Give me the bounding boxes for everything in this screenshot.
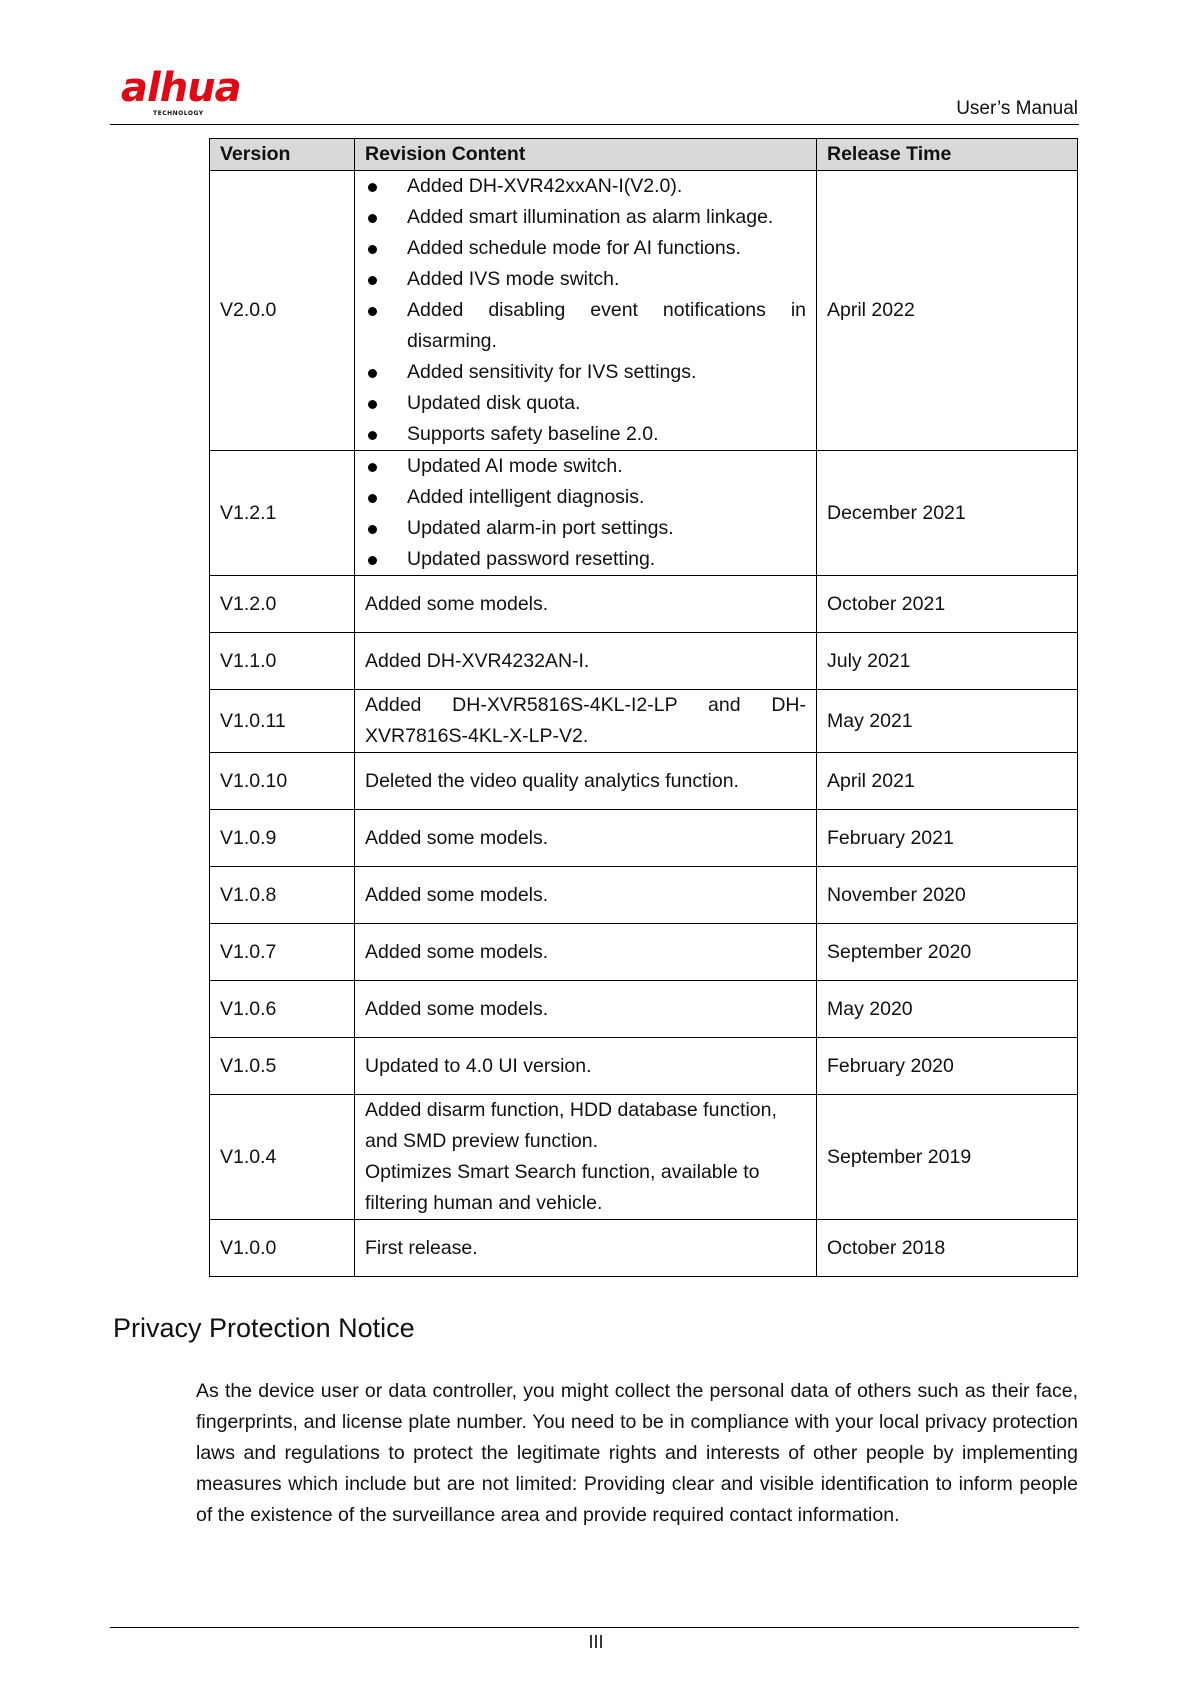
version-cell: V1.2.0 [210,576,355,633]
manual-title: User’s Manual [956,98,1078,119]
table-row [210,690,1078,753]
page-number: III [588,1632,604,1652]
revision-bullet-list [365,171,806,450]
column-header-revision-content: Revision Content [355,139,817,171]
bullet-item: Added smart illumination as alarm linkage. [365,202,806,233]
version-cell: V1.2.1 [210,451,355,576]
table-row [210,810,1078,867]
column-header-version: Version [210,139,355,171]
release-time-cell: November 2020 [817,867,1078,924]
release-time-cell: April 2021 [817,753,1078,810]
table-row [210,451,1078,576]
release-time-cell: October 2018 [817,1220,1078,1277]
version-cell: V2.0.0 [210,171,355,451]
privacy-notice-paragraph: As the device user or data controller, you might collect the personal data of others such as their face, fingerprints, and license plate number. You need to be in compliance with your local privacy protection laws and regulations to protect the legitimate rights and interests of other people by implementing measures which include but are not limited: Providing clear and visible identification to inform people of the existence of the surveillance area and provide required contact information. [196,1380,1078,1526]
release-time-cell: July 2021 [817,633,1078,690]
revision-content-line: Added disarm function, HDD database function, and SMD preview function. [365,1099,777,1152]
version-cell: V1.0.11 [210,690,355,753]
table-row [210,633,1078,690]
revision-content-cell [355,1095,817,1220]
version-cell: V1.0.0 [210,1220,355,1277]
release-time-cell: February 2020 [817,1038,1078,1095]
version-cell: V1.0.6 [210,981,355,1038]
revision-bullet-list [365,451,806,575]
revision-content-cell [355,451,817,576]
bullet-item: Updated disk quota. [365,388,806,419]
revision-content-cell: Added some models. [355,867,817,924]
revision-content-cell: Deleted the video quality analytics function. [355,753,817,810]
table-row [210,867,1078,924]
revision-content-cell: Added some models. [355,810,817,867]
bullet-item: Added sensitivity for IVS settings. [365,357,806,388]
column-header-release-time: Release Time [817,139,1078,171]
bullet-item: Added schedule mode for AI functions. [365,233,806,264]
release-time-cell: December 2021 [817,451,1078,576]
version-cell: V1.0.9 [210,810,355,867]
revision-content-cell: Added DH-XVR5816S-4KL-I2-LP and DH-XVR7816S-4KL-X-LP-V2. [355,690,817,753]
release-time-cell: October 2021 [817,576,1078,633]
revision-content-cell: First release. [355,1220,817,1277]
table-header-row [210,139,1078,171]
bullet-item: Updated password resetting. [365,544,806,575]
revision-content-cell: Added some models. [355,924,817,981]
logo-wordmark: alhua [121,65,241,111]
table-row [210,753,1078,810]
table-row [210,171,1078,451]
version-cell: V1.0.8 [210,867,355,924]
table-row [210,1038,1078,1095]
version-cell: V1.0.10 [210,753,355,810]
footer-divider [110,1627,1079,1628]
header-divider [110,124,1079,125]
table-row [210,1095,1078,1220]
bullet-item: Added IVS mode switch. [365,264,806,295]
bullet-item: Added DH-XVR42xxAN-I(V2.0). [365,171,806,202]
brand-logo [121,65,261,120]
release-time-cell: September 2019 [817,1095,1078,1220]
version-cell: V1.0.7 [210,924,355,981]
release-time-cell: May 2020 [817,981,1078,1038]
revision-content-cell: Added DH-XVR4232AN-I. [355,633,817,690]
revision-content-line: Optimizes Smart Search function, available to filtering human and vehicle. [365,1161,760,1214]
version-cell: V1.1.0 [210,633,355,690]
logo-tagline: TECHNOLOGY [153,110,204,117]
version-cell: V1.0.5 [210,1038,355,1095]
release-time-cell: February 2021 [817,810,1078,867]
table-row [210,576,1078,633]
revision-content-cell: Added some models. [355,981,817,1038]
release-time-cell: April 2022 [817,171,1078,451]
revision-history-table [209,138,1078,1277]
bullet-item: Updated alarm-in port settings. [365,513,806,544]
release-time-cell: September 2020 [817,924,1078,981]
privacy-section-heading: Privacy Protection Notice [113,1313,415,1343]
table-row [210,981,1078,1038]
bullet-item: Supports safety baseline 2.0. [365,419,806,450]
table-row [210,1220,1078,1277]
bullet-item: Added disabling event notifications in disarming. [365,295,806,357]
revision-content-cell: Updated to 4.0 UI version. [355,1038,817,1095]
bullet-item: Added intelligent diagnosis. [365,482,806,513]
version-cell: V1.0.4 [210,1095,355,1220]
revision-content-cell: Added some models. [355,576,817,633]
revision-content-cell [355,171,817,451]
table-row [210,924,1078,981]
bullet-item: Updated AI mode switch. [365,451,806,482]
release-time-cell: May 2021 [817,690,1078,753]
